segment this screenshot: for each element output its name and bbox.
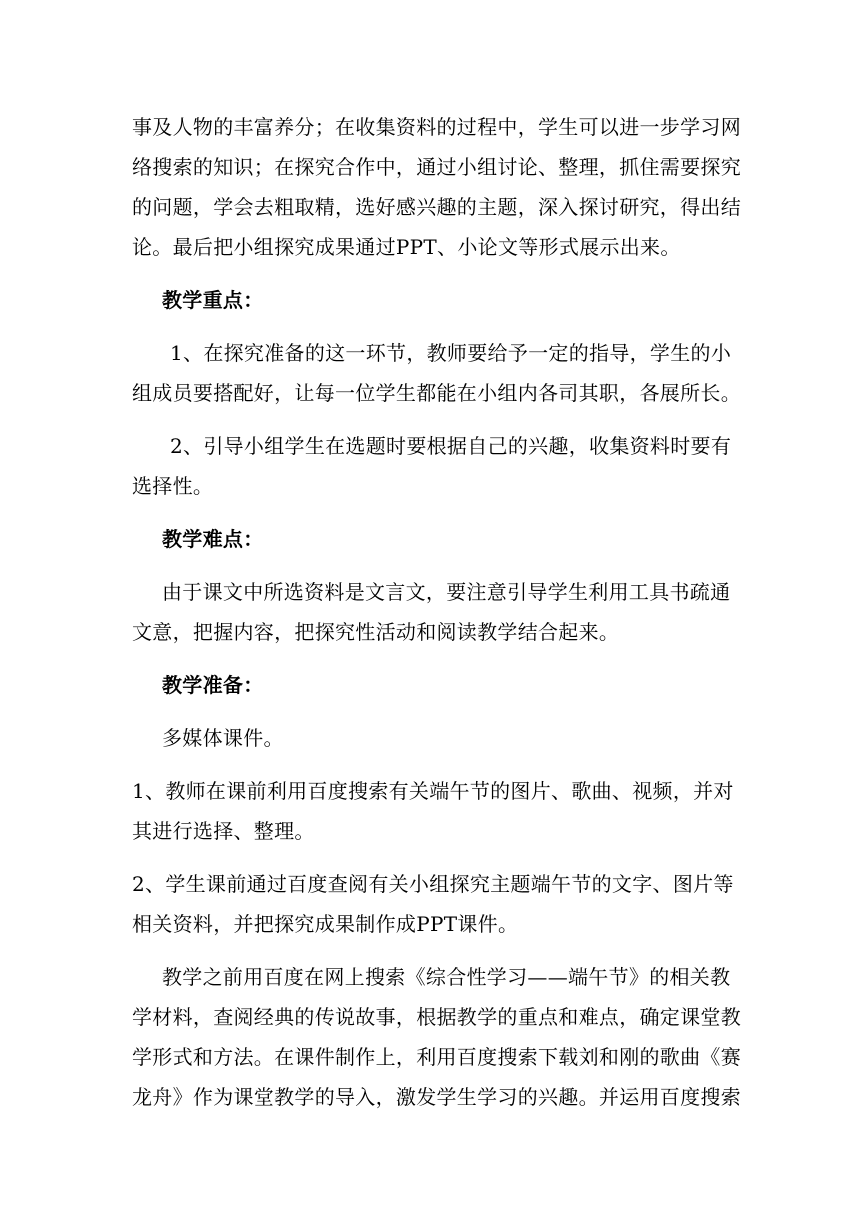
text-line: 2、引导小组学生在选题时要根据自己的兴趣，收集资料时要有 [170, 434, 732, 458]
paragraph-gap [132, 758, 732, 771]
text-line: 事及人物的丰富养分；在收集资料的过程中，学生可以进一步学习网 [132, 115, 741, 139]
paragraph-gap [132, 705, 732, 718]
preparation-item [132, 718, 732, 758]
text-line: 1、教师在课前利用百度搜索有关端午节的图片、歌曲、视频，并对 [132, 779, 734, 803]
text-line: 论。最后把小组探究成果通过PPT、小论文等形式展示出来。 [132, 235, 681, 259]
text-line: 文意，把握内容，把探究性活动和阅读教学结合起来。 [132, 620, 620, 644]
closing-paragraph [132, 957, 741, 1117]
text-line: 2、学生课前通过百度查阅有关小组探究主题端午节的文字、图片等 [132, 872, 734, 896]
document-body [132, 107, 741, 1117]
paragraph-gap [132, 413, 732, 426]
text-line: 教学之前用百度在网上搜索《综合性学习——端午节》的相关教 [162, 965, 731, 989]
paragraph-gap [132, 320, 732, 333]
paragraph-gap [132, 506, 732, 519]
text-line: 1、在探究准备的这一环节，教师要给予一定的指导，学生的小 [170, 341, 732, 365]
paragraph-gap [132, 559, 732, 572]
paragraph-gap [132, 652, 732, 665]
text-line: 络搜索的知识；在探究合作中，通过小组讨论、整理，抓住需要探究 [132, 155, 741, 179]
text-line: 由于课文中所选资料是文言文，要注意引导学生利用工具书疏通 [162, 580, 731, 604]
text-line: 相关资料，并把探究成果制作成PPT课件。 [132, 912, 519, 936]
text-line: 多媒体课件。 [162, 726, 284, 750]
text-line: 教学准备： [162, 673, 264, 697]
text-line: 的问题，学会去粗取精，选好感兴趣的主题，深入探讨研究，得出结 [132, 195, 741, 219]
difficulty-paragraph [132, 572, 732, 652]
text-line: 教学难点： [162, 527, 264, 551]
preparation-step-1 [132, 771, 732, 851]
paragraph-gap [132, 944, 732, 957]
key-point-1 [132, 333, 741, 413]
intro-paragraph [132, 107, 741, 267]
text-line: 学形式和方法。在课件制作上，利用百度搜索下载刘和刚的歌曲《赛 [132, 1045, 741, 1069]
paragraph-gap [132, 851, 732, 864]
text-line: 选择性。 [132, 474, 214, 498]
preparation-step-2 [132, 864, 732, 944]
heading-key-points [132, 280, 732, 320]
heading-preparation [132, 665, 732, 705]
text-line: 其进行选择、整理。 [132, 819, 315, 843]
key-point-2 [132, 426, 732, 506]
paragraph-gap [132, 267, 732, 280]
heading-difficulties [132, 519, 732, 559]
text-line: 学材料，查阅经典的传说故事，根据教学的重点和难点，确定课堂教 [132, 1005, 741, 1029]
text-line: 龙舟》作为课堂教学的导入，激发学生学习的兴趣。并运用百度搜索 [132, 1085, 741, 1109]
text-line: 教学重点： [162, 288, 264, 312]
text-line: 组成员要搭配好，让每一位学生都能在小组内各司其职，各展所长。 [132, 381, 741, 405]
